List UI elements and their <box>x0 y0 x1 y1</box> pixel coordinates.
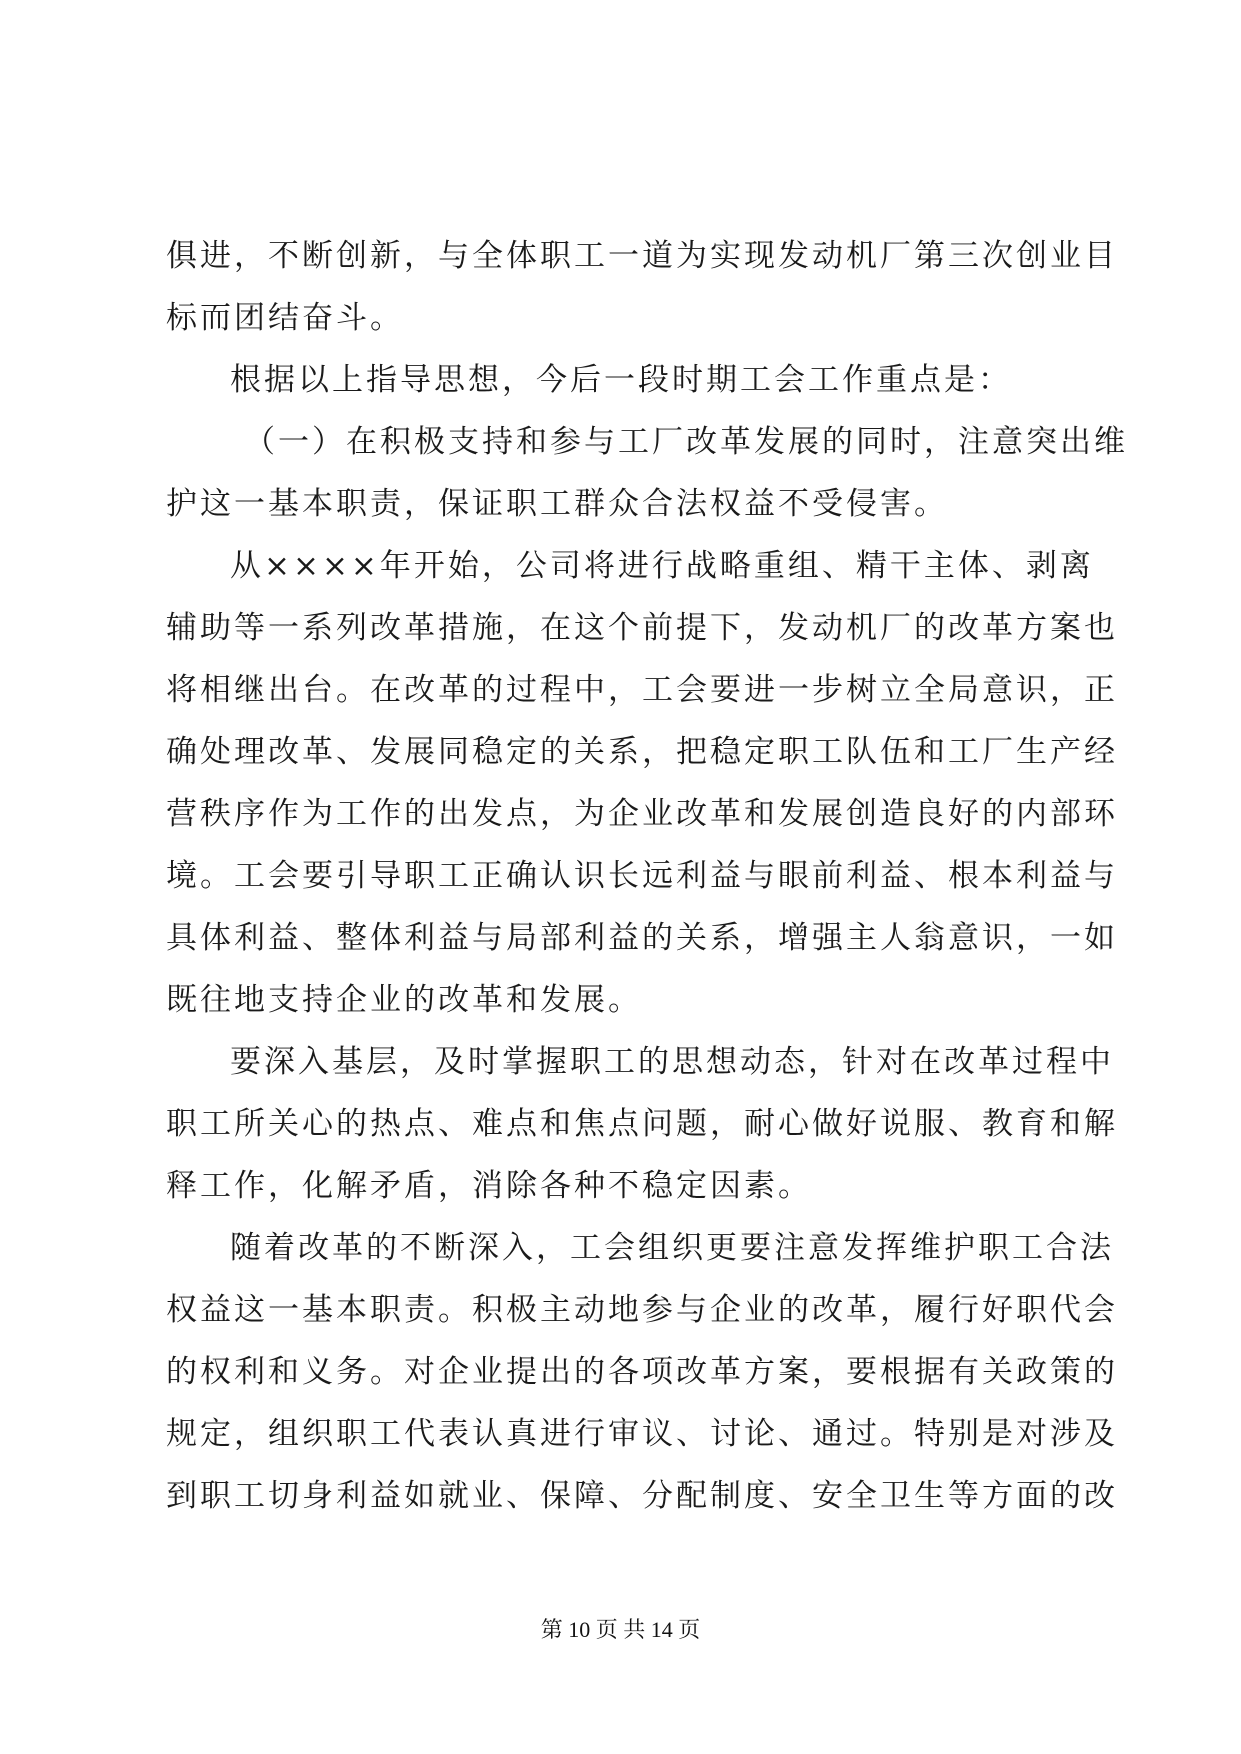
body-line: 到职工切身利益如就业、保障、分配制度、安全卫生等方面的改 <box>166 1478 1118 1514</box>
body-line: 确处理改革、发展同稳定的关系，把稳定职工队伍和工厂生产经 <box>166 734 1118 770</box>
body-line: 营秩序作为工作的出发点，为企业改革和发展创造良好的内部环 <box>166 796 1118 832</box>
body-line: 要深入基层，及时掌握职工的思想动态，针对在改革过程中 <box>230 1044 1114 1080</box>
body-line: 职工所关心的热点、难点和焦点问题，耐心做好说服、教育和解 <box>166 1106 1118 1142</box>
body-line: 护这一基本职责，保证职工群众合法权益不受侵害。 <box>166 486 948 522</box>
document-body <box>166 225 1128 1527</box>
body-line: 将相继出台。在改革的过程中，工会要进一步树立全局意识，正 <box>166 672 1118 708</box>
page-number-footer: 第 10 页 共 14 页 <box>540 1617 701 1642</box>
body-line: 既往地支持企业的改革和发展。 <box>166 982 642 1018</box>
body-line: 标而团结奋斗。 <box>166 300 404 336</box>
body-line: 具体利益、整体利益与局部利益的关系，增强主人翁意识，一如 <box>166 920 1118 956</box>
body-line: 辅助等一系列改革措施，在这个前提下，发动机厂的改革方案也 <box>166 610 1118 646</box>
body-line: 境。工会要引导职工正确认识长远利益与眼前利益、根本利益与 <box>166 858 1118 894</box>
body-line: 的权利和义务。对企业提出的各项改革方案，要根据有关政策的 <box>166 1354 1118 1390</box>
body-line: 从××××年开始，公司将进行战略重组、精干主体、剥离 <box>230 548 1094 584</box>
section-heading-1: （一）在积极支持和参与工厂改革发展的同时，注意突出维 <box>244 424 1128 460</box>
body-line: 俱进，不断创新，与全体职工一道为实现发动机厂第三次创业目 <box>166 238 1118 274</box>
body-line: 权益这一基本职责。积极主动地参与企业的改革，履行好职代会 <box>166 1292 1118 1328</box>
body-line: 根据以上指导思想，今后一段时期工会工作重点是： <box>230 362 1012 398</box>
body-line: 规定，组织职工代表认真进行审议、讨论、通过。特别是对涉及 <box>166 1416 1118 1452</box>
body-line: 随着改革的不断深入，工会组织更要注意发挥维护职工合法 <box>230 1230 1114 1266</box>
body-line: 释工作，化解矛盾，消除各种不稳定因素。 <box>166 1168 812 1204</box>
